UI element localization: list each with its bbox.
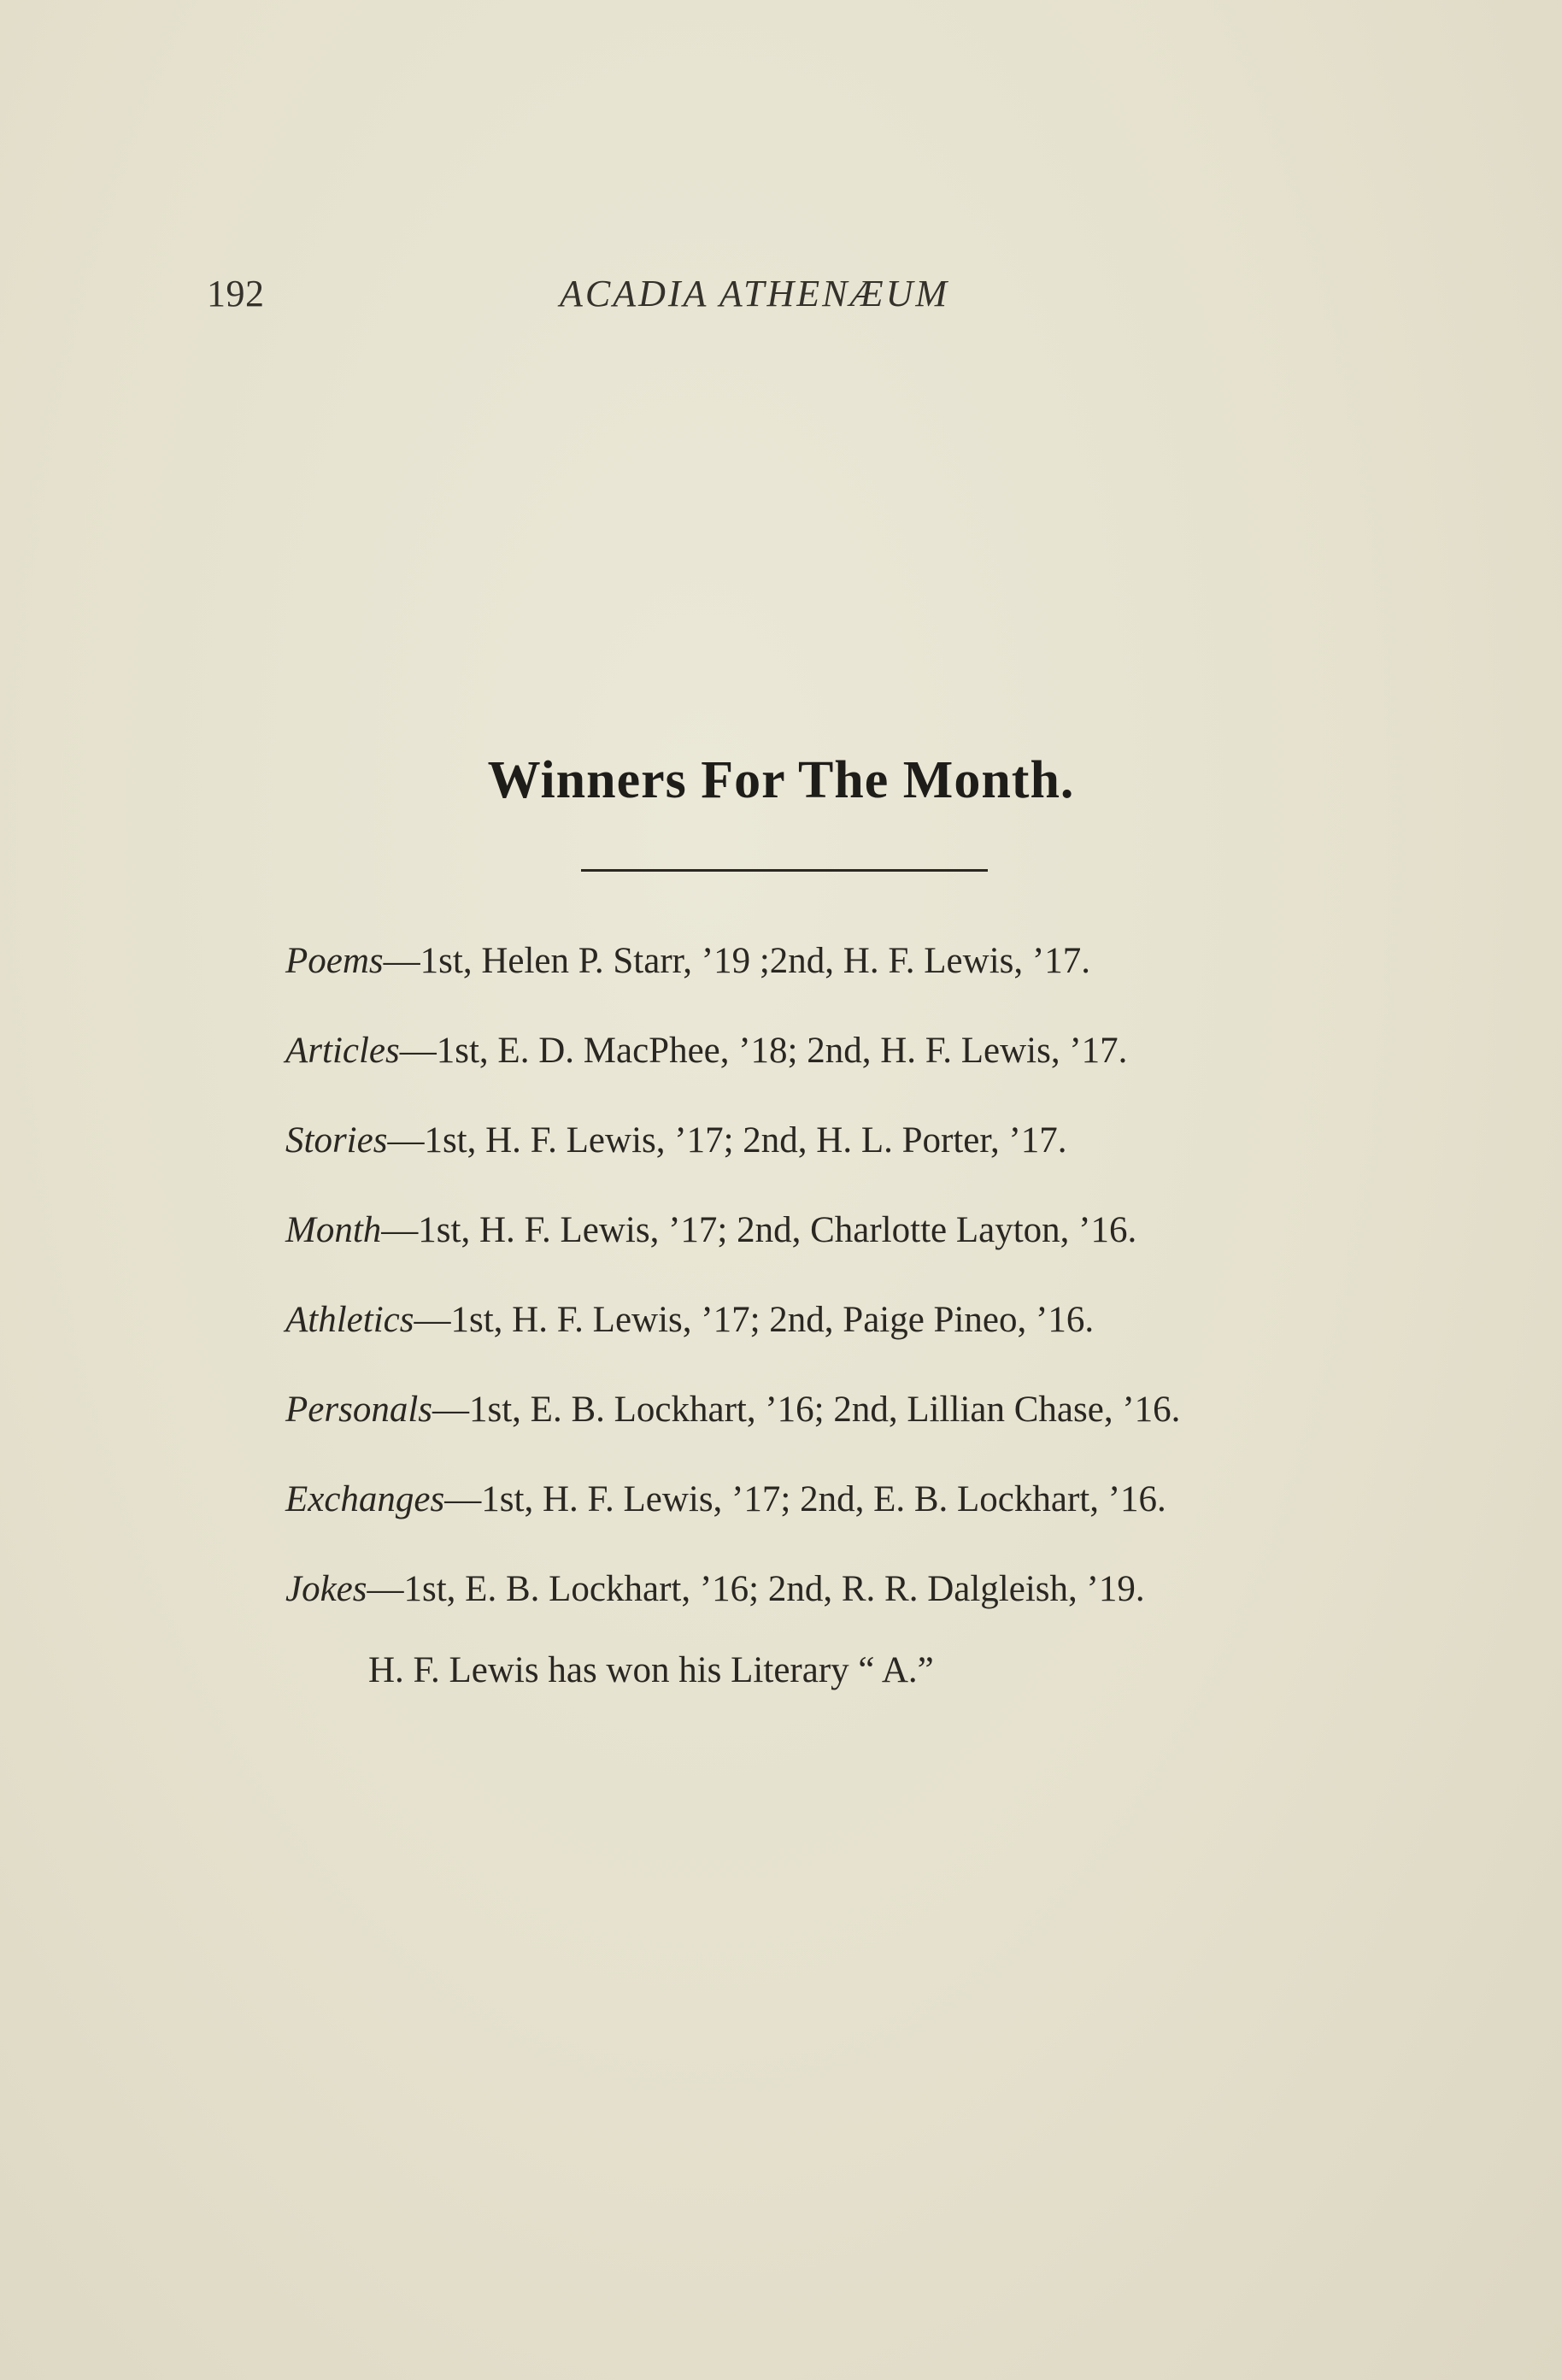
winners-text: —1st, H. F. Lewis, ’17; 2nd, H. L. Porter, ’17.	[387, 1120, 1067, 1161]
list-item	[285, 1384, 1396, 1474]
winners-text: —1st, E. B. Lockhart, ’16; 2nd, R. R. Dalgleish, ’19.	[367, 1569, 1145, 1609]
page-number: 192	[207, 273, 265, 314]
article-title: Winners For The Month.	[487, 751, 1075, 809]
running-title: ACADIA ATHENÆUM	[560, 273, 950, 314]
winners-text: —1st, H. F. Lewis, ’17; 2nd, E. B. Lockhart, ’16.	[444, 1479, 1166, 1519]
category-label: Personals	[285, 1390, 432, 1430]
category-label: Poems	[285, 941, 384, 981]
category-label: Stories	[285, 1120, 388, 1161]
list-item	[285, 936, 1396, 1025]
winners-text: —1st, H. F. Lewis, ’17; 2nd, Paige Pineo, ’16.	[414, 1300, 1095, 1340]
list-item	[285, 1564, 1396, 1654]
category-label: Exchanges	[285, 1479, 445, 1519]
list-item	[285, 1115, 1396, 1205]
list-item	[285, 1205, 1396, 1295]
list-item	[285, 1295, 1396, 1384]
list-item	[285, 1025, 1396, 1115]
literary-note: H. F. Lewis has won his Literary “ A.”	[368, 1650, 934, 1690]
winners-text: —1st, E. D. MacPhee, ’18; 2nd, H. F. Lewis, ’17.	[399, 1031, 1128, 1071]
category-label: Month	[285, 1210, 382, 1250]
winners-list	[285, 936, 1396, 1654]
title-rule	[581, 869, 988, 872]
winners-text: —1st, E. B. Lockhart, ’16; 2nd, Lillian Chase, ’16.	[432, 1390, 1181, 1430]
category-label: Athletics	[285, 1300, 414, 1340]
category-label: Jokes	[285, 1569, 367, 1609]
winners-text: —1st, Helen P. Starr, ’19 ;2nd, H. F. Lewis, ’17.	[383, 941, 1090, 981]
list-item	[285, 1474, 1396, 1564]
winners-text: —1st, H. F. Lewis, ’17; 2nd, Charlotte Layton, ’16.	[381, 1210, 1137, 1250]
category-label: Articles	[285, 1031, 400, 1071]
